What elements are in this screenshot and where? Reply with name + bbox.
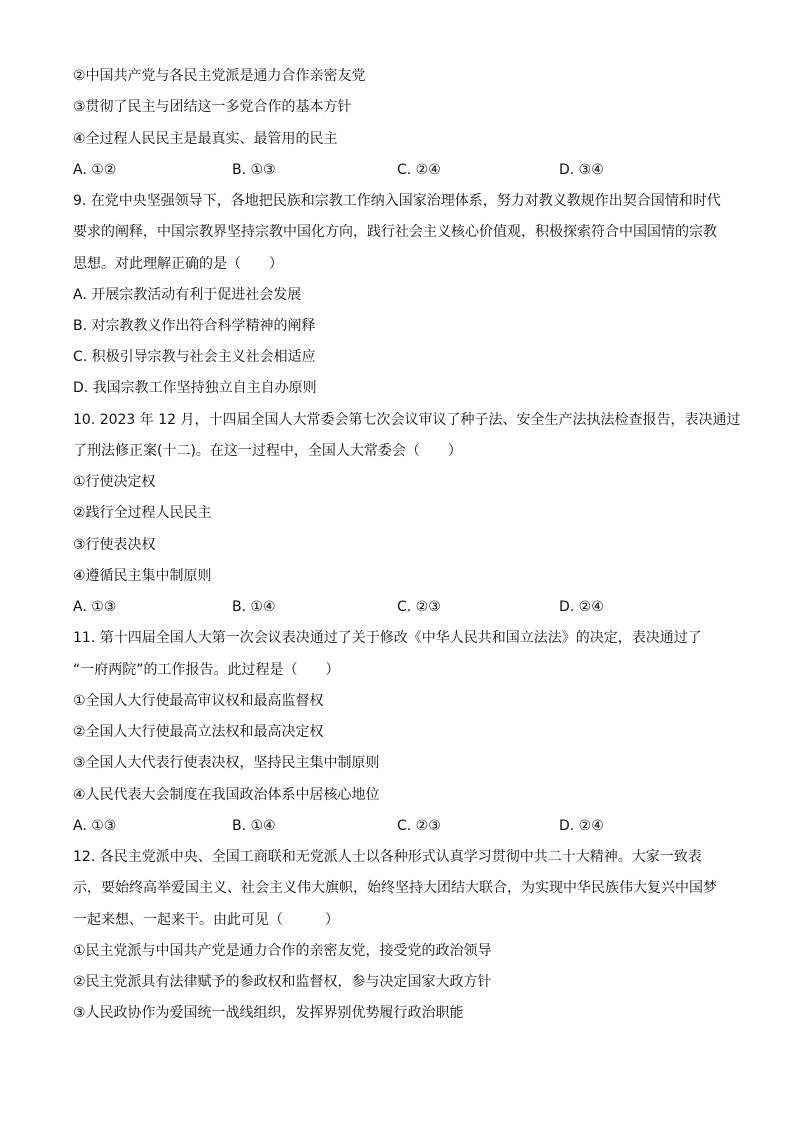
q10-stem-line-2: 了刑法修正案(十二)。在这一过程中，全国人大常委会（ ） (73, 443, 462, 459)
q11-stem-line-1: 11. 第十四届全国人大第一次会议表决通过了关于修改《中华人民共和国立法法》的决定，表决通过了 (73, 630, 702, 646)
q11-option-b: B. ①④ (232, 818, 276, 834)
q9-option-c: C. 积极引导宗教与社会主义社会相适应 (73, 349, 316, 365)
q11-statement-4: ④人民代表大会制度在我国政治体系中居核心地位 (73, 787, 380, 803)
q11-option-a: A. ①③ (73, 818, 117, 834)
q12-stem-line-3: 一起来想、一起来干。由此可见（ ） (73, 912, 339, 928)
q9-stem-line-1: 9. 在党中央坚强领导下，各地把民族和宗教工作纳入国家治理体系，努力对教义教规作出契合国情和时代 (73, 193, 721, 209)
q9-option-d: D. 我国宗教工作坚持独立自主自办原则 (73, 380, 317, 396)
q10-statement-2: ②践行全过程人民民主 (73, 505, 212, 521)
q10-statement-4: ④遵循民主集中制原则 (73, 568, 212, 584)
q8-option-d: D. ③④ (559, 162, 604, 178)
q8-statement-4: ④全过程人民民主是最真实、最管用的民主 (73, 131, 338, 147)
q10-options (73, 597, 733, 617)
q10-option-a: A. ①③ (73, 599, 117, 615)
q10-option-c: C. ②③ (397, 599, 441, 615)
q8-option-b: B. ①③ (232, 162, 276, 178)
q8-statement-3: ③贯彻了民主与团结这一多党合作的基本方针 (73, 99, 352, 115)
q10-stem-line-1: 10. 2023 年 12 月，十四届全国人大常委会第七次会议审议了种子法、安全生产法执法检查报告，表决通过 (73, 412, 741, 428)
q12-stem-line-2: 示，要始终高举爱国主义、社会主义伟大旗帜，始终坚持大团结大联合，为实现中华民族伟大复兴中国梦 (73, 880, 717, 896)
q12-stem-line-1: 12. 各民主党派中央、全国工商联和无党派人士以各种形式认真学习贯彻中共二十大精神。大家一致表 (73, 849, 702, 865)
q11-statement-2: ②全国人大行使最高立法权和最高决定权 (73, 724, 324, 740)
q11-stem-line-2: “一府两院”的工作报告。此过程是（ ） (73, 662, 340, 678)
q9-stem-line-3: 思想。对此理解正确的是（ ） (73, 256, 283, 272)
q10-statement-3: ③行使表决权 (73, 537, 156, 553)
q8-option-c: C. ②④ (397, 162, 441, 178)
q9-option-b: B. 对宗教教义作出符合科学精神的阐释 (73, 318, 316, 334)
q12-statement-2: ②民主党派具有法律赋予的参政权和监督权，参与决定国家大政方针 (73, 974, 492, 990)
q10-option-d: D. ②④ (559, 599, 604, 615)
q11-statement-1: ①全国人大行使最高审议权和最高监督权 (73, 693, 324, 709)
q9-option-a: A. 开展宗教活动有利于促进社会发展 (73, 287, 302, 303)
q9-stem-line-2: 要求的阐释，中国宗教界坚持宗教中国化方向，践行社会主义核心价值观，积极探索符合中国国情的宗教 (73, 224, 717, 240)
q8-options (73, 160, 733, 180)
q8-statement-2: ②中国共产党与各民主党派是通力合作亲密友党 (73, 68, 366, 84)
q11-option-c: C. ②③ (397, 818, 441, 834)
q8-option-a: A. ①② (73, 162, 117, 178)
q10-option-b: B. ①④ (232, 599, 276, 615)
q11-statement-3: ③全国人大代表行使表决权，坚持民主集中制原则 (73, 755, 380, 771)
q12-statement-3: ③人民政协作为爱国统一战线组织，发挥界别优势履行政治职能 (73, 1005, 464, 1021)
q11-options (73, 816, 733, 836)
q12-statement-1: ①民主党派与中国共产党是通力合作的亲密友党，接受党的政治领导 (73, 943, 492, 959)
q10-statement-1: ①行使决定权 (73, 474, 156, 490)
q11-option-d: D. ②④ (559, 818, 604, 834)
